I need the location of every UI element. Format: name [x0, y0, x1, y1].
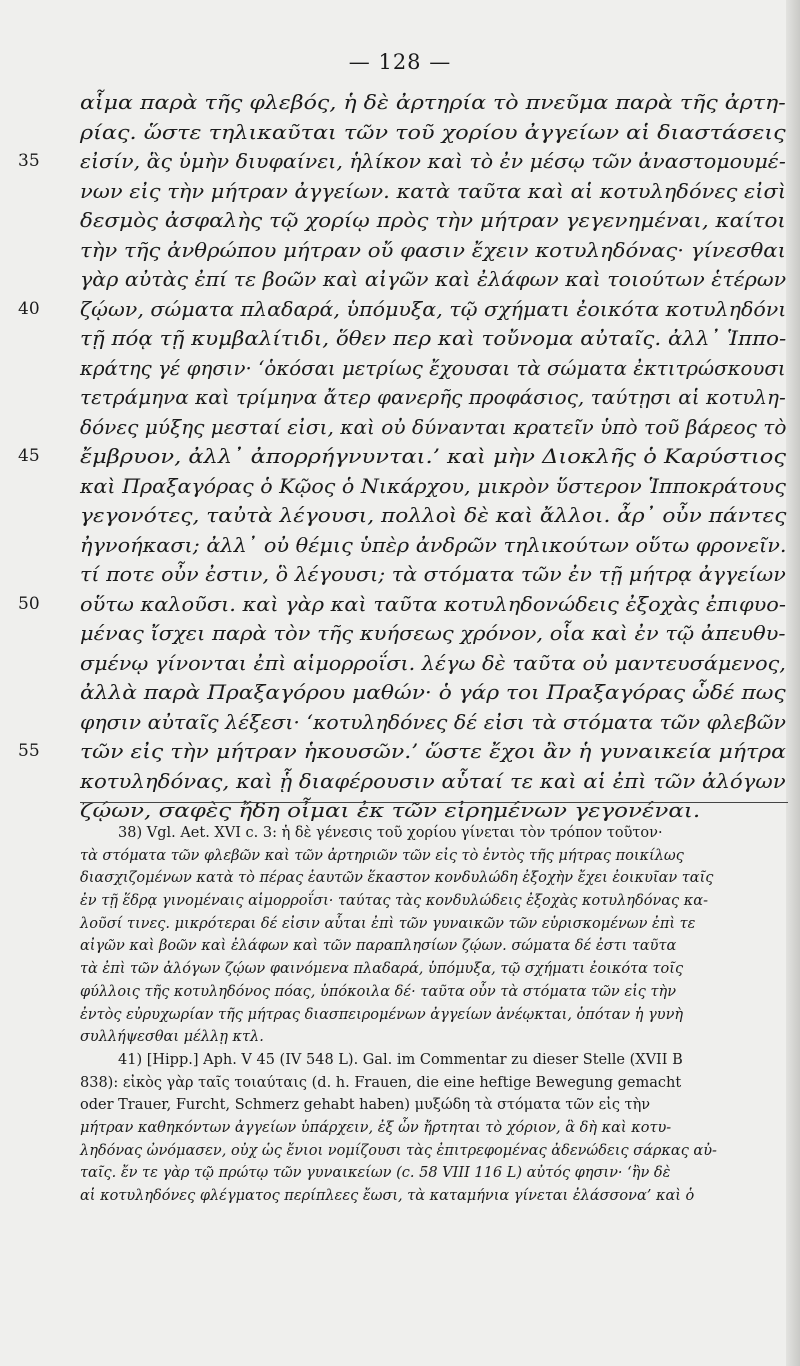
line-number: 45	[18, 446, 40, 466]
footnote-line: συλλήψεσθαι μέλλῃ κτλ.	[80, 1029, 264, 1046]
line-text: κράτης γέ φησιν· ‘ὁκόσαι μετρίως ἔχουσαι τὰ σώματα ἐκτιτρώσκουσι	[80, 355, 786, 380]
text-line	[80, 236, 788, 266]
footnote-line: oder Trauer, Furcht, Schmerz gehabt haben) μυξώδη τὰ στόματα τῶν εἰς τὴν	[80, 1097, 651, 1114]
text-line	[18, 737, 788, 767]
line-text: εἰσίν, ἃς ὑμὴν διυφαίνει, ἡλίκον καὶ τὸ ἐν μέσῳ τῶν ἀναστομουμέ-	[80, 149, 786, 173]
footnotes	[80, 822, 788, 1208]
text-line	[80, 413, 788, 443]
text-line	[80, 118, 788, 148]
text-line	[80, 265, 788, 295]
text-line	[18, 295, 788, 325]
line-text: γὰρ αὐτὰς ἐπί τε βοῶν καὶ αἰγῶν καὶ ἐλάφων καὶ τοιούτων ἑτέρων	[80, 267, 787, 291]
footnote-line: ταῖς. ἔν τε γὰρ τῷ πρώτῳ τῶν γυναικείων (c. 58 VIII 116 L) αὐτός φησιν· ‘ἢν δὲ	[80, 1165, 671, 1182]
text-line	[80, 708, 788, 738]
footnote-rule	[80, 802, 788, 803]
line-text: ζῴων, σαφὲς ἤδη οἶμαι ἐκ τῶν εἰρημένων γεγονέναι.	[80, 798, 701, 822]
line-text: ζῴων, σώματα πλαδαρά, ὑπόμυξα, τῷ σχήματι ἐοικότα κοτυληδόνι	[80, 296, 787, 321]
text-line	[80, 354, 788, 384]
footnote-line: αἱ κοτυληδόνες φλέγματος περίπλεες ἔωσι, τὰ καταμήνια γίνεται ἐλάσσονα’ καὶ ὁ	[80, 1188, 695, 1204]
line-text: νων εἰς τὴν μήτραν ἀγγείων. κατὰ ταῦτα καὶ αἱ κοτυληδόνες εἰσὶ	[80, 178, 787, 203]
text-line	[80, 767, 788, 797]
text-line	[80, 501, 788, 531]
line-text: δόνες μύξης μεσταί εἰσι, καὶ οὐ δύνανται κρατεῖν ὑπὸ τοῦ βάρεος τὸ	[80, 414, 787, 439]
text-line	[80, 560, 788, 590]
line-number: 35	[18, 151, 40, 171]
text-line	[80, 206, 788, 236]
footnote-line: 38) Vgl. Aet. XVI c. 3: ἡ δὲ γένεσις τοῦ χορίου γίνεται τὸν τρόπον τοῦτον·	[118, 825, 663, 841]
footnote-line: τὰ στόματα τῶν φλεβῶν καὶ τῶν ἀρτηριῶν τῶν εἰς τὸ ἐντὸς τῆς μήτρας ποικίλως	[80, 847, 684, 864]
line-text: δεσμὸς ἀσφαλὴς τῷ χορίῳ πρὸς τὴν μήτραν γεγενημέναι, καίτοι	[80, 208, 786, 232]
text-line	[18, 442, 788, 472]
footnote-line: αἰγῶν καὶ βοῶν καὶ ἐλάφων καὶ τῶν παραπλησίων ζῴων. σώματα δέ ἐστι ταῦτα	[80, 938, 677, 955]
page-number: — 128 —	[348, 50, 452, 74]
text-line	[80, 88, 788, 118]
footnote-line: τὰ ἐπὶ τῶν ἀλόγων ζῴων φαινόμενα πλαδαρά, ὑπόμυξα, τῷ σχήματι ἐοικότα τοῖς	[80, 961, 684, 978]
line-text: ἔμβρυον, ἀλλ᾽ ἀπορρήγνυνται.’ καὶ μὴν Διοκλῆς ὁ Καρύστιος	[80, 444, 786, 468]
line-number: 55	[18, 741, 40, 761]
line-text: τῶν εἰς τὴν μήτραν ἡκουσῶν.’ ὥστε ἔχοι ἂν ἡ γυναικεία μήτρα	[80, 739, 786, 763]
line-number: 50	[18, 593, 40, 614]
footnote-line: 41) [Hipp.] Aph. V 45 (IV 548 L). Gal. im Commentar zu dieser Stelle (XVII B	[118, 1051, 683, 1068]
footnote-line: ἐν τῇ ἕδρᾳ γινομέναις αἱμορροΐσι· ταύτας τὰς κονδυλώδεις ἐξοχὰς κοτυληδόνας κα-	[80, 893, 708, 910]
footnote-line: ληδόνας ὠνόμασεν, οὐχ ὡς ἔνιοι νομίζουσι τὰς ἐπιτρεφομένας ἀδενώδεις σάρκας αὐ-	[80, 1142, 717, 1159]
main-text	[18, 88, 788, 826]
footnote-line: 838): εἰκὸς γὰρ ταῖς τοιαύταις (d. h. Frauen, die eine heftige Bewegung gemacht	[80, 1074, 682, 1091]
footnote-line: ἐντὸς εὐρυχωρίαν τῆς μήτρας διασπειρομένων ἀγγείων ἀνέῳκται, ὁπόταν ἡ γυνὴ	[80, 1006, 684, 1023]
line-text: μένας ἴσχει παρὰ τὸν τῆς κυήσεως χρόνον, οἷα καὶ ἐν τῷ ἀπευθυ-	[80, 621, 786, 645]
footnote-line: μήτραν καθηκόντων ἀγγείων ὑπάρχειν, ἐξ ὧν ἤρτηται τὸ χόριον, ἃ δὴ καὶ κοτυ-	[80, 1119, 672, 1136]
footnote-line: φύλλοις τῆς κοτυληδόνος πόας, ὑπόκοιλα δέ· ταῦτα οὖν τὰ στόματα τῶν εἰς τὴν	[80, 983, 677, 1000]
line-text: τῇ πόᾳ τῇ κυμβαλίτιδι, ὅθεν περ καὶ τοὔνομα αὐταῖς. ἀλλ᾽ Ἱππο-	[80, 326, 787, 350]
text-line	[18, 147, 788, 177]
footnote-line: λοῦσί τινες. μικρότεραι δέ εἰσιν αὗται ἐπὶ τῶν γυναικῶν τῶν εὑρισκομένων ἐπὶ τε	[80, 915, 696, 932]
line-text: οὕτω καλοῦσι. καὶ γὰρ καὶ ταῦτα κοτυληδονώδεις ἐξοχὰς ἐπιφυο-	[80, 591, 786, 616]
line-number: 40	[18, 298, 40, 319]
line-text: τὴν τῆς ἀνθρώπου μήτραν οὔ φασιν ἔχειν κοτυληδόνας· γίνεσθαι	[80, 237, 786, 262]
text-line	[80, 649, 788, 679]
text-line	[80, 383, 788, 413]
line-text: καὶ Πραξαγόρας ὁ Κῷος ὁ Νικάρχου, μικρὸν ὕστερον Ἱπποκράτους	[80, 473, 786, 498]
text-line	[80, 531, 788, 561]
text-line	[80, 177, 788, 207]
text-line	[80, 678, 788, 708]
line-text: τί ποτε οὖν ἐστιν, ὃ λέγουσι; τὰ στόματα τῶν ἐν τῇ μήτρᾳ ἀγγείων	[80, 562, 786, 586]
text-line	[80, 324, 788, 354]
line-text: ἠγνοήκασι; ἀλλ᾽ οὐ θέμις ὑπὲρ ἀνδρῶν τηλικούτων οὕτω φρονεῖν.	[80, 532, 787, 557]
line-text: ἀλλὰ παρὰ Πραξαγόρου μαθών· ὁ γάρ τοι Πραξαγόρας ὧδέ πως	[80, 680, 786, 704]
line-text: σμένῳ γίνονται ἐπὶ αἱμορροΐσι. λέγω δὲ ταῦτα οὐ μαντευσάμενος,	[80, 650, 786, 675]
footnote-line: διασχιζομένων κατὰ τὸ πέρας ἑαυτῶν ἕκαστον κονδυλώδη ἐξοχὴν ἔχει ἐοικυῖαν ταῖς	[80, 870, 714, 887]
line-text: αἷμα παρὰ τῆς φλεβός, ἡ δὲ ἀρτηρία τὸ πνεῦμα παρὰ τῆς ἀρτη-	[80, 90, 786, 114]
line-text: κοτυληδόνας, καὶ ᾗ διαφέρουσιν αὗταί τε καὶ αἱ ἐπὶ τῶν ἀλόγων	[80, 768, 786, 793]
line-text: φησιν αὐταῖς λέξεσι· ‘κοτυληδόνες δέ εἰσι τὰ στόματα τῶν φλεβῶν	[80, 709, 786, 734]
line-text: γεγονότες, ταὐτὰ λέγουσι, πολλοὶ δὲ καὶ ἄλλοι. ἆρ᾽ οὖν πάντες	[80, 503, 787, 527]
line-text: τετράμηνα καὶ τρίμηνα ἄτερ φανερῆς προφάσιος, ταύτῃσι αἱ κοτυλη-	[80, 385, 786, 409]
page-edge	[786, 0, 800, 1366]
text-line	[80, 619, 788, 649]
text-line	[18, 590, 788, 620]
text-line	[80, 472, 788, 502]
line-text: ρίας. ὥστε τηλικαῦται τῶν τοῦ χορίου ἀγγείων αἱ διαστάσεις	[80, 119, 786, 144]
